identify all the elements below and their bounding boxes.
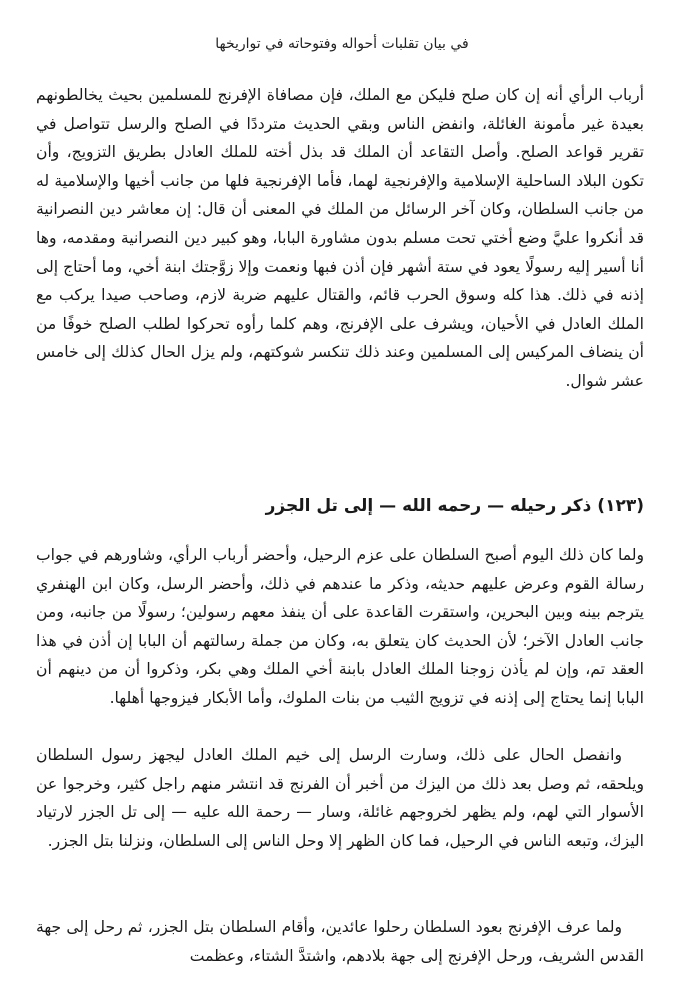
paragraph-1: أرباب الرأي أنه إن كان صلح فليكن مع الملك، فإن مصافاة الإفرنج للمسلمين بحيث يخالطونهم بعيدة غير مأمونة الغائلة، وانفض الناس وبقي الحديث مترددًا في الصلح والرسل تتواصل في تقرير قواعد الصلح. وأصل التقاعد أن الملك قد بذل أخته للملك العادل بطريق التزويج، وأن تكون البلاد الساحلية الإسلامية والإفرنجية لهما، فأما الإفرنجية فلها من جانب أخيها والإسلامية له من جانب السلطان، وكان آخر الرسائل من الملك في المعنى أن قال: إن معاشر دين النصرانية قد أنكروا عليَّ وضع أختي تحت مسلم بدون مشاورة البابا، وهو كبير دين النصرانية ومقدمه، وها أنا أسير إليه رسولًا يعود في ستة أشهر فإن أذن فبها ونعمت وإلا زوَّجتك ابنة أخي، وما أحتاج إلى إذنه في ذلك. هذا كله وسوق الحرب قائم، والقتال عليهم ضربة لازم، وصاحب صيدا يركب مع الملك العادل في الأحيان، ويشرف على الإفرنج، وهم كلما رأوه تحركوا لطلب الصلح خوفًا من أن ينضاف المركيس إلى المسلمين وعند ذلك تنكسر شوكتهم، ولم يزل الحال كذلك إلى خامس عشر شوال. bbox=[36, 86, 644, 390]
running-header: في بيان تقلبات أحواله وفتوحاته في تواريخها bbox=[215, 36, 469, 52]
paragraph-3: وانفصل الحال على ذلك، وسارت الرسل إلى خيم الملك العادل ليجهز رسول السلطان ويلحقه، ثم وصل بعد ذلك من اليزك من أخبر أن الفرنج قد انتشر منهم راجل كثير، وخرجوا عن الأسوار التي لهم، ولم يظهر لخروجهم غائلة، وسار — رحمة الله عليه — إلى تل الجزر لارتياد اليزك، وتبعه الناس في الرحيل، فما كان الظهر إلا وحل الناس إلى السلطان، ونزلنا بتل الجزر. bbox=[36, 746, 644, 850]
paragraph-4: ولما عرف الإفرنج بعود السلطان رحلوا عائدين، وأقام السلطان بتل الجزر، ثم رحل إلى جهة القدس الشريف، ورحل الإفرنج إلى جهة بلادهم، واشتدَّ الشتاء، وعظمت bbox=[36, 918, 644, 965]
section-heading: (١٢٣) ذكر رحيله — رحمه الله — إلى تل الجزر bbox=[265, 496, 644, 516]
paragraph-2: ولما كان ذلك اليوم أصبح السلطان على عزم الرحيل، وأحضر أرباب الرأي، وشاورهم في جواب رسالة القوم وعرض عليهم حديثه، وذكر ما عندهم في ذلك، وأحضر الرسل، وكان ابن الهنفري يترجم بينه وبين البحرين، واستقرت القاعدة على أن ينفذ معهم رسولين؛ رسولًا من جانبه، ومن جانب العادل الآخر؛ لأن الحديث كان يتعلق به، وكان من جملة رسالتهم أن البابا إن أذن في هذا العقد تم، وإن لم يأذن زوجنا الملك العادل بابنة أخي الملك وهي بكر، وذكروا أن من دينهم أن البابا إنما يحتاج إلى إذنه في تزويج الثيب من بنات الملوك، وأما الأبكار فيزوجها أهلها. bbox=[36, 546, 644, 707]
